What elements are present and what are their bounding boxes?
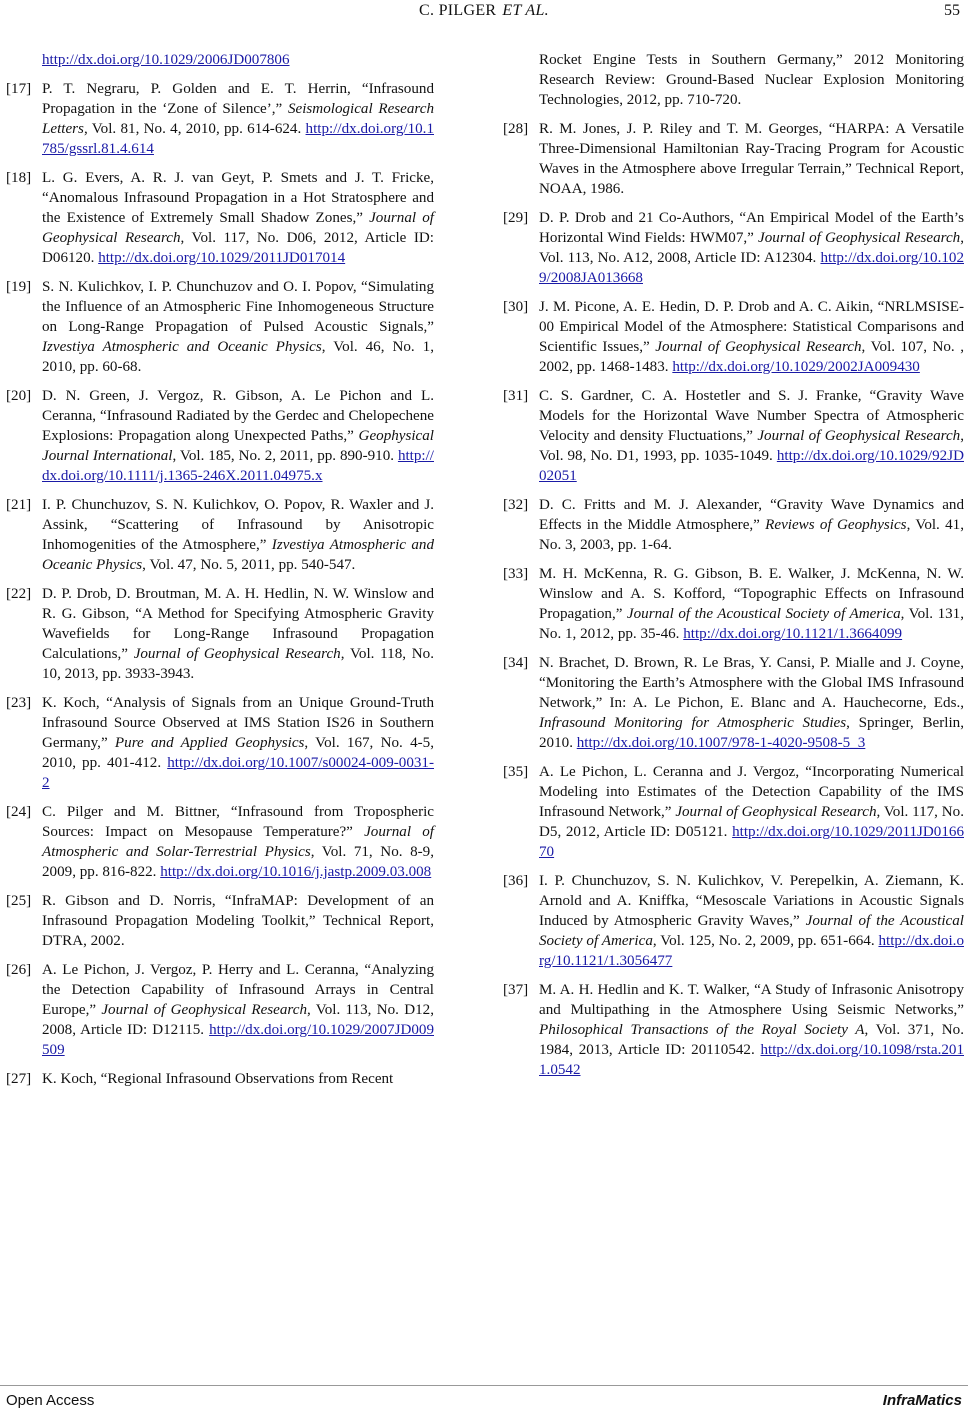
reference-journal: Journal of Geophysical Research	[133, 646, 341, 662]
reference-entry	[503, 119, 964, 199]
reference-doi-link[interactable]: http://dx.doi.org/10.1016/j.jastp.2009.03.008	[160, 864, 432, 880]
continuation-text: Rocket Engine Tests in Southern Germany,” 2012 Monitoring Research Review: Ground-Based Nuclear Explosion Monitoring Technologies, 2012, pp. 710-720.	[539, 52, 964, 108]
reference-body	[42, 693, 434, 793]
reference-details: , Vol. 98, No. D1, 1993, pp. 1035-1049.	[539, 428, 964, 464]
reference-text: S. N. Kulichkov, I. P. Chunchuzov and O. I. Popov, “Simulating the Influence of an Atmospheric Fine Inhomogeneous Structure on Long-Range Propagation of Pulsed Acoustic Signals,”	[42, 279, 434, 335]
reference-doi-link[interactable]: http://dx.doi.org/10.1029/2008JA013668	[539, 250, 964, 286]
reference-doi-link[interactable]: http://dx.doi.org/10.1007/s00024-009-0031-2	[42, 755, 434, 791]
reference-details: , Vol. 167, No. 4-5, 2010, pp. 401-412.	[42, 735, 434, 771]
reference-journal: Journal of Geophysical Research	[42, 210, 434, 246]
reference-details: , Springer, Berlin, 2010.	[539, 715, 964, 751]
reference-doi-link[interactable]: http://dx.doi.org/10.1029/2007JD009509	[42, 1022, 434, 1058]
reference-text: P. T. Negraru, P. Golden and E. T. Herrin, “Infrasound Propagation in the ‘Zone of Silence’,”	[42, 81, 434, 117]
reference-body	[539, 495, 964, 555]
reference-journal: Journal of Geophysical Research	[655, 339, 862, 355]
reference-doi-link[interactable]: http://dx.doi.org/10.1029/92JD02051	[539, 448, 964, 484]
reference-entry	[6, 693, 434, 793]
right-column	[503, 50, 964, 1089]
reference-body	[42, 802, 434, 882]
reference-entry	[6, 386, 434, 486]
reference-text: M. H. McKenna, R. G. Gibson, B. E. Walker, J. McKenna, N. W. Winslow and A. S. Kofford, “Topographic Effects on Infrasound Propagation,”	[539, 566, 964, 622]
reference-number: [21]	[6, 497, 32, 513]
reference-body	[539, 980, 964, 1080]
left-column	[6, 50, 434, 1098]
reference-text: I. P. Chunchuzov, S. N. Kulichkov, O. Popov, R. Waxler and J. Assink, “Scattering of Infrasound by Anisotropic Inhomogenities of the Atmosphere,”	[42, 497, 434, 553]
reference-entry	[6, 168, 434, 268]
reference-text: A. Le Pichon, J. Vergoz, P. Herry and L. Ceranna, “Analyzing the Detection Capability of Infrasound Arrays in Central Europe,”	[42, 962, 434, 1018]
reference-details: , Vol. 107, No. , 2002, pp. 1468-1483.	[539, 339, 964, 375]
reference-text: R. M. Jones, J. P. Riley and T. M. Georges, “HARPA: A Versatile Three-Dimensional Hamiltonian Ray-Tracing Program for Acoustic Waves in the Atmosphere above Irregular Terrain,” Technical Report, NOAA, 1986.	[539, 121, 964, 197]
reference-number: [29]	[503, 210, 529, 226]
reference-body	[42, 584, 434, 684]
reference-body	[42, 386, 434, 486]
right-reference-list	[503, 119, 964, 1080]
reference-text: D. C. Fritts and M. J. Alexander, “Gravity Wave Dynamics and Effects in the Middle Atmosphere,”	[539, 497, 964, 533]
reference-number: [22]	[6, 586, 32, 602]
reference-number: [24]	[6, 804, 32, 820]
reference-journal: Reviews of Geophysics	[765, 517, 907, 533]
reference-entry	[503, 564, 964, 644]
reference-doi-link[interactable]: http://dx.doi.org/10.1111/j.1365-246X.2011.04975.x	[42, 448, 434, 484]
reference-text: L. G. Evers, A. R. J. van Geyt, P. Smets and J. T. Fricke, “Anomalous Infrasound Propagation in a Hot Stratosphere and the Existence of Extremely Small Shadow Zones,”	[42, 170, 434, 226]
reference-number: [25]	[6, 893, 32, 909]
reference-number: [33]	[503, 566, 529, 582]
reference-number: [17]	[6, 81, 32, 97]
reference-entry	[503, 495, 964, 555]
page-header	[0, 0, 968, 30]
page-footer	[0, 1385, 968, 1414]
reference-details: , Vol. 81, No. 4, 2010, pp. 614-624.	[83, 121, 306, 137]
reference-journal: Infrasound Monitoring for Atmospheric Studies	[539, 715, 847, 731]
reference-number: [26]	[6, 962, 32, 978]
footer-journal-name: InfraMatics	[882, 1392, 962, 1409]
running-head	[0, 2, 968, 20]
reference-entry	[503, 762, 964, 862]
reference-number: [35]	[503, 764, 529, 780]
reference-entry	[503, 297, 964, 377]
page-number: 55	[944, 2, 960, 19]
reference-details: , Vol. 47, No. 5, 2011, pp. 540-547.	[142, 557, 356, 573]
reference-entry	[503, 980, 964, 1080]
reference-text: K. Koch, “Analysis of Signals from an Unique Ground-Truth Infrasound Source Observed at IMS Station IS26 in Southern Germany,”	[42, 695, 434, 751]
reference-entry	[6, 584, 434, 684]
reference-number: [30]	[503, 299, 529, 315]
reference-body	[42, 168, 434, 268]
reference-number: [23]	[6, 695, 32, 711]
reference-doi-link[interactable]: http://dx.doi.org/10.1785/gssrl.81.4.614	[42, 121, 434, 157]
continuation-doi-link[interactable]: http://dx.doi.org/10.1029/2006JD007806	[42, 52, 290, 68]
reference-details: , Vol. 185, No. 2, 2011, pp. 890-910.	[172, 448, 398, 464]
reference-body	[42, 1069, 434, 1089]
reference-journal: Geophysical Journal International	[42, 428, 434, 464]
reference-journal: Journal of Geophysical Research	[757, 428, 961, 444]
reference-details: , Vol. 46, No. 1, 2010, pp. 60-68.	[42, 339, 434, 375]
reference-entry	[6, 1069, 434, 1089]
reference-doi-link[interactable]: http://dx.doi.org/10.1029/2011JD017014	[98, 250, 346, 266]
reference-text: N. Brachet, D. Brown, R. Le Bras, Y. Cansi, P. Mialle and J. Coyne, “Monitoring the Earth’s Atmosphere with the Global IMS Infrasound Network,” In: A. Le Pichon, E. Blanc and A. Hauchecorne, Eds.,	[539, 655, 964, 711]
reference-entry	[6, 277, 434, 377]
reference-number: [37]	[503, 982, 529, 998]
reference-details: , Vol. 131, No. 1, 2012, pp. 35-46.	[539, 606, 964, 642]
reference-text: D. P. Drob and 21 Co-Authors, “An Empirical Model of the Earth’s Horizontal Wind Fields: HWM07,”	[539, 210, 964, 246]
reference-entry	[503, 386, 964, 486]
left-reference-list	[6, 79, 434, 1089]
reference-number: [34]	[503, 655, 529, 671]
reference-journal: Izvestiya Atmospheric and Oceanic Physics	[42, 339, 322, 355]
reference-doi-link[interactable]: http://dx.doi.org/10.1029/2002JA009430	[672, 359, 920, 375]
reference-entry	[503, 653, 964, 753]
reference-journal: Seismological Research Letters	[42, 101, 434, 137]
reference-number: [19]	[6, 279, 32, 295]
reference-text: M. A. H. Hedlin and K. T. Walker, “A Study of Infrasonic Anisotropy and Multipathing in the Atmosphere Using Seismic Networks,”	[539, 982, 964, 1018]
reference-body	[539, 762, 964, 862]
reference-text: C. S. Gardner, C. A. Hostetler and S. J. Franke, “Gravity Wave Models for the Horizontal Wave Number Spectra of Atmospheric Velocity and density Fluctuations,”	[539, 388, 964, 444]
reference-body	[42, 79, 434, 159]
reference-journal: Pure and Applied Geophysics	[114, 735, 305, 751]
reference-doi-link[interactable]: http://dx.doi.org/10.1121/1.3664099	[683, 626, 903, 642]
reference-journal: Izvestiya Atmospheric and Oceanic Physics	[42, 537, 434, 573]
reference-journal: Philosophical Transactions of the Royal Society A	[539, 1022, 865, 1038]
continuation-link-block	[6, 50, 434, 70]
reference-body	[42, 960, 434, 1060]
reference-entry	[6, 79, 434, 159]
reference-text: D. N. Green, J. Vergoz, R. Gibson, A. Le Pichon and L. Ceranna, “Infrasound Radiated by the Gerdec and Chelopechene Explosions: Propagation along Unexpected Paths,”	[42, 388, 434, 444]
reference-doi-link[interactable]: http://dx.doi.org/10.1098/rsta.2011.0542	[539, 1042, 964, 1078]
reference-number: [31]	[503, 388, 529, 404]
reference-entry	[503, 208, 964, 288]
reference-doi-link[interactable]: http://dx.doi.org/10.1029/2011JD016670	[539, 824, 964, 860]
reference-journal: Journal of Geophysical Research	[101, 1002, 307, 1018]
reference-details: , Vol. 71, No. 8-9, 2009, pp. 816-822.	[42, 844, 434, 880]
reference-text: R. Gibson and D. Norris, “InfraMAP: Development of an Infrasound Propagation Modeling Toolkit,” Technical Report, DTRA, 2002.	[42, 893, 434, 949]
reference-details: , Vol. 118, No. 10, 2013, pp. 3933-3943.	[42, 646, 435, 682]
reference-body	[539, 119, 964, 199]
reference-body	[42, 891, 434, 951]
reference-number: [36]	[503, 873, 529, 889]
reference-text: J. M. Picone, A. E. Hedin, D. P. Drob and A. C. Aikin, “NRLMSISE-00 Empirical Model of the Atmosphere: Statistical Comparisons and Scientific Issues,”	[539, 299, 964, 355]
reference-number: [27]	[6, 1071, 32, 1087]
reference-text: C. Pilger and M. Bittner, “Infrasound from Tropospheric Sources: Impact on Mesopause Temperature?”	[42, 804, 434, 840]
reference-details: , Vol. 117, No. D5, 2012, Article ID: D05121.	[539, 804, 964, 840]
reference-body	[539, 208, 964, 288]
reference-body	[539, 386, 964, 486]
reference-number: [20]	[6, 388, 32, 404]
reference-entry	[503, 871, 964, 971]
reference-text: I. P. Chunchuzov, S. N. Kulichkov, V. Perepelkin, A. Ziemann, K. Arnold and A. Kniffka, “Mesoscale Variations in Acoustic Signals Induced by Atmospheric Gravity Waves,”	[539, 873, 964, 929]
reference-text: K. Koch, “Regional Infrasound Observations from Recent	[42, 1071, 394, 1087]
reference-details: , Vol. 113, No. A12, 2008, Article ID: A12304.	[539, 230, 964, 266]
reference-text: A. Le Pichon, L. Ceranna and J. Vergoz, “Incorporating Numerical Modeling into Estimates of the Detection Capability of the IMS Infrasound Network,”	[539, 764, 964, 820]
reference-journal: Journal of Atmospheric and Solar-Terrestrial Physics	[42, 824, 434, 860]
reference-journal: Journal of the Acoustical Society of America	[626, 606, 901, 622]
reference-text: D. P. Drob, D. Broutman, M. A. H. Hedlin, N. W. Winslow and R. G. Gibson, “A Method for Specifying Atmospheric Gravity Wavefields for Long-Range Infrasound Propagation Calculations,”	[42, 586, 434, 662]
running-head-authors: C. PILGER	[419, 2, 497, 19]
reference-entry	[6, 495, 434, 575]
reference-details: , Vol. 113, No. D12, 2008, Article ID: D12115.	[42, 1002, 434, 1038]
reference-entry	[6, 891, 434, 951]
reference-body	[42, 277, 434, 377]
running-head-et-al: ET AL.	[502, 2, 549, 19]
reference-body	[539, 297, 964, 377]
reference-body	[42, 495, 434, 575]
reference-doi-link[interactable]: http://dx.doi.org/10.1121/1.3056477	[539, 933, 964, 969]
reference-details: , Vol. 371, No. 1984, 2013, Article ID: 20110542.	[539, 1022, 964, 1058]
reference-details: , Vol. 117, No. D06, 2012, Article ID: D06120.	[42, 230, 434, 266]
reference-number: [18]	[6, 170, 32, 186]
reference-body	[539, 871, 964, 971]
reference-details: , Vol. 41, No. 3, 2003, pp. 1-64.	[539, 517, 965, 553]
reference-journal: Journal of Geophysical Research	[675, 804, 877, 820]
reference-entry	[6, 960, 434, 1060]
reference-journal: Journal of the Acoustical Society of America	[539, 913, 964, 949]
reference-number: [28]	[503, 121, 529, 137]
reference-number: [32]	[503, 497, 529, 513]
reference-journal: Journal of Geophysical Research	[758, 230, 961, 246]
reference-entry	[6, 802, 434, 882]
reference-details: , Vol. 125, No. 2, 2009, pp. 651-664.	[652, 933, 879, 949]
reference-body	[539, 653, 964, 753]
reference-body	[539, 564, 964, 644]
reference-doi-link[interactable]: http://dx.doi.org/10.1007/978-1-4020-9508-5_3	[576, 735, 866, 751]
footer-open-access: Open Access	[6, 1392, 95, 1409]
